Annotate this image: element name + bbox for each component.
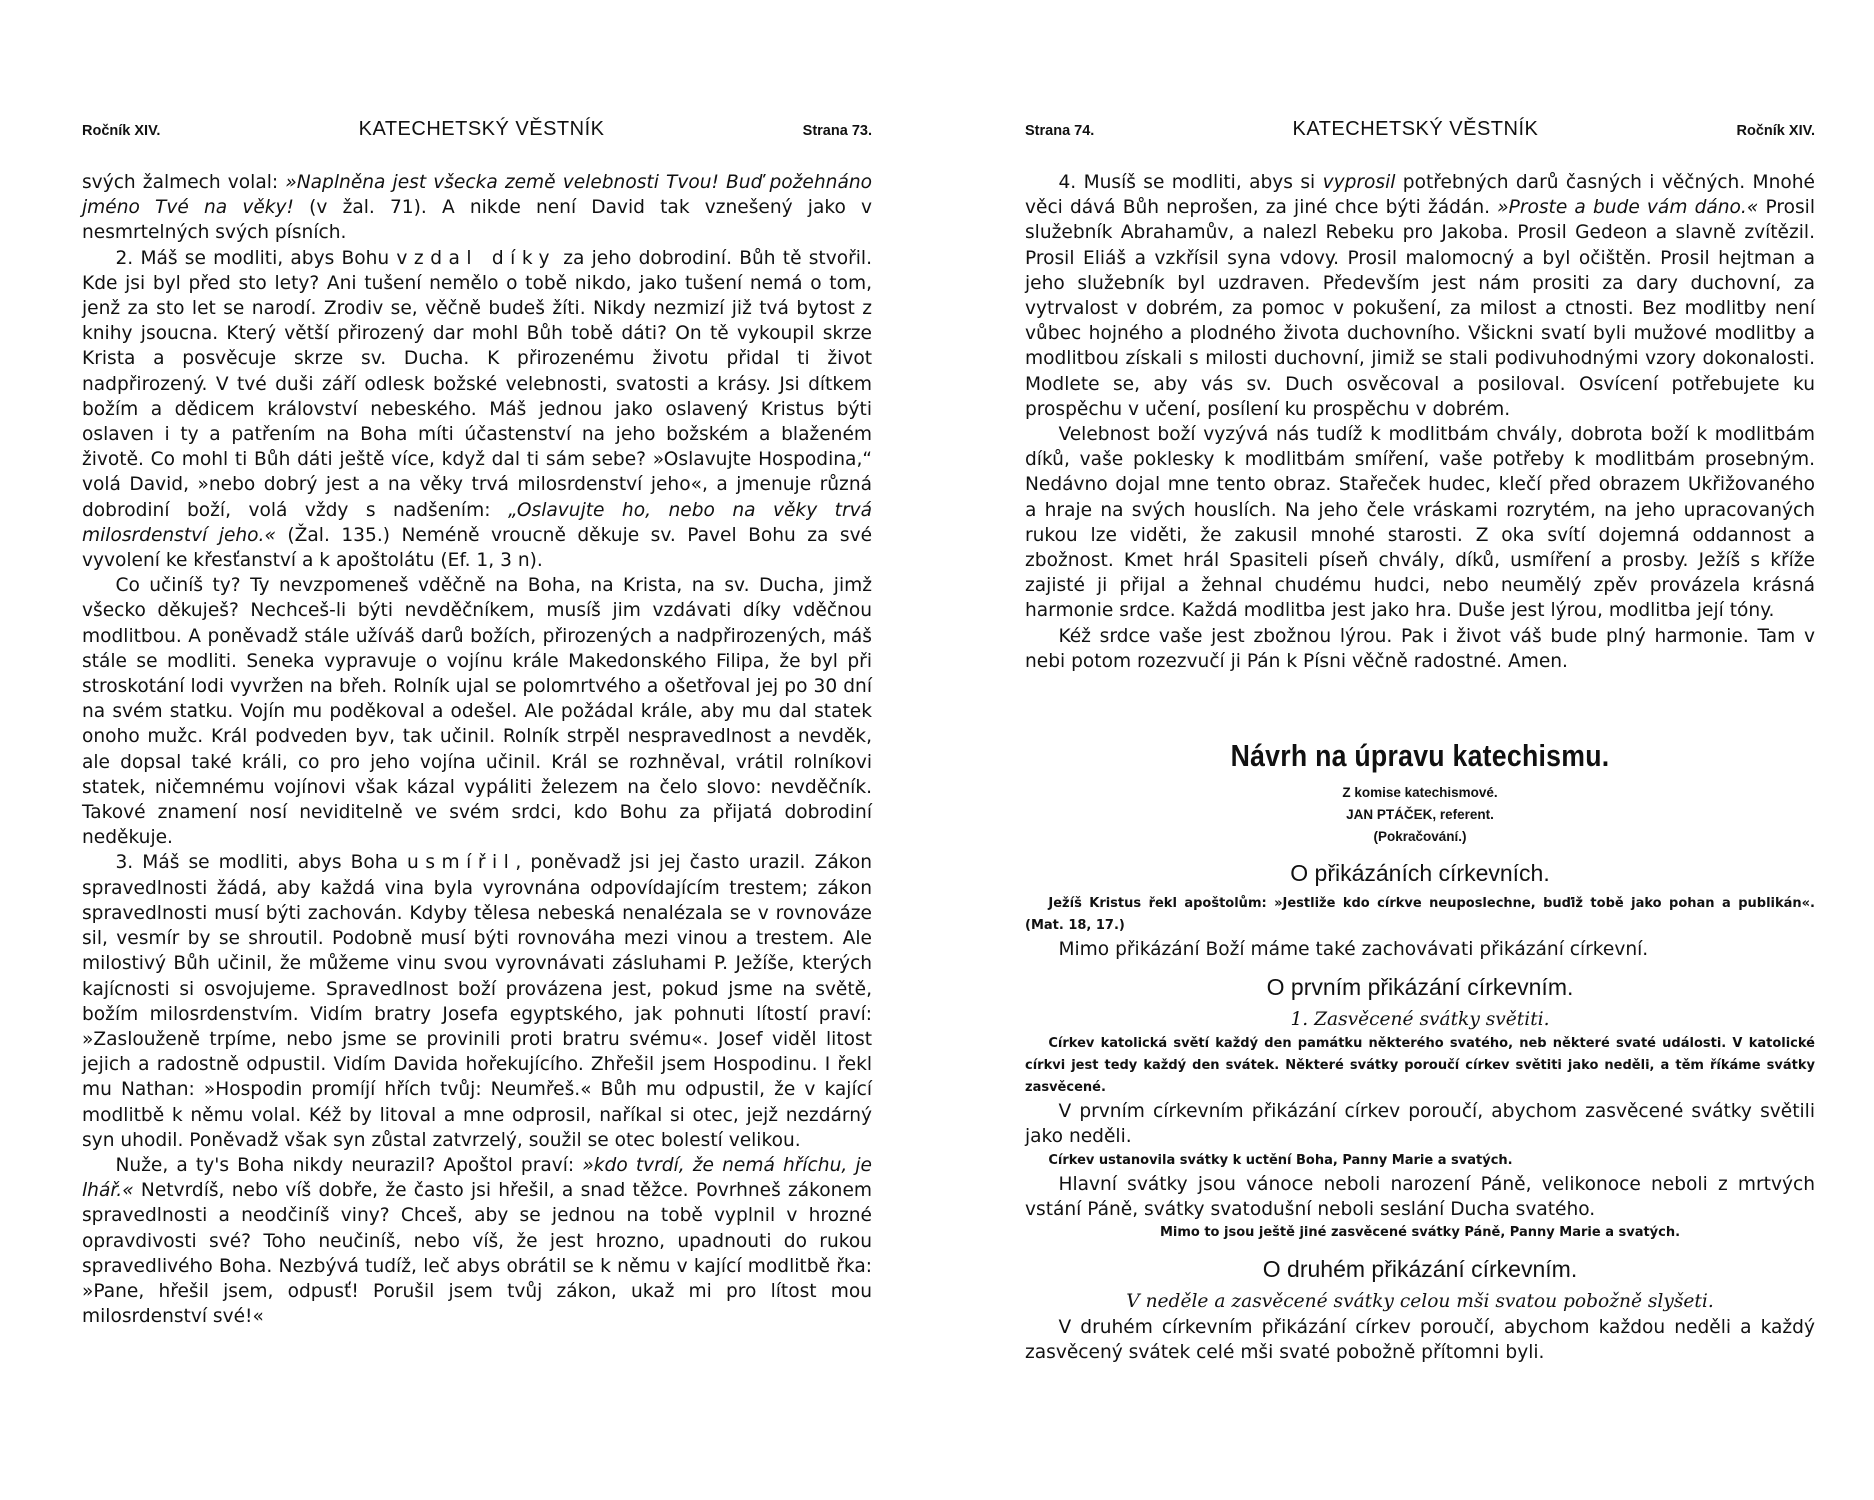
page-number: Strana 74. (1025, 123, 1095, 139)
paragraph: Velebnost boží vyzývá nás tudíž k modlitbám chvály, dobrota boží k modlitbám díků, vaše poklesky k modlitbám smíření, vaše potřeby k modlitbám prosebným. Nedávno dojal mne tento obraz. Stařeček hudec, klečí před obrazem Ukřižovaného a hraje na svých houslích. Na jeho čele vráskami rozrytém, na jeho upracovaných rukou lze viděti, že zakusil mnohé starosti. Z oka svítí dojemná oddannost a zbožnost. Kmet hrál Spasiteli píseň chvály, díků, usmíření a prosby. Ježíš s kříže zajisté ji přijal a žehnal chudému hudci, nebo neumělý zpěv provázela krásná harmonie srdce. Každá modlitba jest jako hra. Duše jest lýrou, modlitba její tóny. (1025, 424, 1815, 622)
small-print (1025, 1033, 1815, 1099)
paragraph: Hlavní svátky jsou vánoce neboli narození Páně, velikonoce neboli z mrtvých vstání Páně, svátky svatodušní neboli seslání Ducha svatého. (1025, 1173, 1815, 1220)
continued-note: (Pokračování.) (1373, 829, 1467, 845)
italic-emphasis: vyprosil (1322, 172, 1396, 193)
small-print (1025, 1150, 1815, 1172)
italic-quote: »Proste a bude vám dáno.« (1497, 197, 1759, 219)
paragraph: V prvním církevním přikázání církev poroučí, abychom zasvěcené svátky světili jako neděli. (1025, 1101, 1815, 1148)
section-heading: O prvním přikázání církevním. (1266, 974, 1574, 1001)
text-run: 2. Máš se modliti, abys Bohu (115, 247, 397, 269)
text-run: (Žal. 135.) Neméně vroucně děkuje sv. Pavel Bohu za své vyvolení ke křesťanství a k apoštolátu (Ef. 1, 3 n). (82, 524, 873, 572)
article-subtitle: Z komise katechismové. (1342, 785, 1498, 801)
text-run: Prosil služebník Abrahamův, a nalezl Rebeku pro Jakoba. Prosil Gedeon a slavně zvítězil. Prosil Eliáš a vzkřísil syna vdovy. Prosil malomocný a byl očištěn. Prosil hejtman a jeho služebník byl uzdraven. Především jest nám prositi za dary duchovní, za vytrvalost v dobrém, za pomoc v pokušení, za milost a ctnosti. Bez modlitby není vůbec hojného a plodného života duchovního. Všickni svatí byli mužové modlitby a modlitbou získali s milosti duchovní, jimiž se stali podivuhodnými vzory dokonalosti. Modlete se, aby vás sv. Duch osvěcoval a posiloval. Osvícení potřebujete ku prospěchu v učení, posílení ku prospěchu v dobrém. (1025, 197, 1815, 420)
text-run: , poněvadž jsi jej často urazil. Zákon spravedlnosti žádá, aby každá vina byla vyrovnána odpovídajícím trestem; zákon spravedlnosti musí býti zachován. Kdyby tělesa nebeská nenalézala se v rovnováze sil, vesmír by se shroutil. Podobně musí býti rovnováha mezi vinou a trestem. Ale milostivý Bůh učinil, že můžeme vinu svou vyrovnávati zásluhami P. Ježíše, kterých kajícnosti si osvojujeme. Spravedlnost boží provázena jest, pokud jsme na světě, božím milosrdenstvím. Vidím bratry Josefa egyptského, jak pohnuti lítostí praví: »Zaslouženě trpíme, nebo jsme se provinili proti bratru svému«. Josef viděl litost jejich a radostně odpustil. Vidím Davida hořekujícího. Zhřešil jsem Hospodinu. I řekl mu Nathan: »Hospodin promíjí hřích tvůj: Neumřeš.« Bůh mu odpustil, že v kající modlitbě k němu volal. Kéž by litoval a mne odprosil, naříkal si otec, jejž nezdárný syn uhodil. Poněvadž však syn zůstal zatvrzelý, soužil se otec bolestí velikou. (82, 852, 872, 1151)
section-heading: O druhém přikázání církevním. (1262, 1256, 1578, 1283)
volume-label: Ročník XIV. (1736, 123, 1815, 139)
text-run: za jeho dobrodiní. Bůh tě stvořil. Kde jsi byl před sto lety? Ani tušení nemělo o tobě nikdo, jako tušení nemá o tom, jenž za sto let se narodí. Zrodiv se, věčně budeš žíti. Nikdy nezmizí již tvá bytost z knihy jsoucna. Který větší přirozený dar mohl Bůh tobě dáti? On tě vykoupil skrze Krista a posvěcuje skrze sv. Ducha. K přirozenému životu přidal ti život nadpřirozený. V tvé duši září odlesk božské velebnosti, svatosti a krásy. Jsi dítkem božím a dědicem království nebeského. Máš jednou jako oslavený Kristus býti oslaven i ty a patřením na Boha míti účastenství na jeho božském a blaženém životě. Co mohl ti Bůh dáti ještě více, když dal ti sám sebe? »Oslavujte Hospodina,“ volá David, »nebo dobrý jest a na věky trvá milosrdenství jeho«, a jmenuje různá dobrodiní boží, volá vždy s nadšením: (82, 247, 872, 521)
body-block (1025, 937, 1815, 962)
article-author: JAN PTÁČEK, referent. (1346, 807, 1494, 823)
text-run: Netvrdíš, nebo víš dobře, že často jsi hřešil, a snad těžce. Povrhneš zákonem spravedlnosti a neodčiníš viny? Chceš, aby se jednou na tobě vyplnil v hrozné opravdivosti své? Toho neučiníš, nebo víš, že jest hrozno, upadnouti do rukou spravedlivého Boha. Nezbývá tudíž, leč abys obrátil se k němu v kající modlitbě řka: »Pane, hřešil jsem, odpusť! Porušil jsem tvůj zákon, ukaž mi pro lítost mou milosrdenství své!« (82, 1180, 872, 1328)
small-paragraph: Církev ustanovila svátky k uctění Boha, Panny Marie a svatých. (1048, 1152, 1513, 1168)
left-body (82, 170, 872, 1329)
body-block (1025, 1172, 1815, 1222)
small-print (1025, 893, 1815, 937)
section-heading: O přikázáních církevních. (1290, 860, 1550, 887)
text-run: (v žal. 71). A nikde není David tak vznešený jako v nesmrtelných svých písních. (82, 197, 873, 244)
small-print-centered: Mimo to jsou ještě jiné zasvěcené svátky Páně, Panny Marie a svatých. (1159, 1225, 1681, 1241)
italic-quote: »kdo tvrdí, že nemá hříchu, je lhář.« (82, 1154, 872, 1202)
text-run: 3. Máš se modliti, abys Boha (115, 852, 408, 874)
small-paragraph: Církev katolická světí každý den památku některého svatého, neb některé svaté události. V katolické církvi jest tedy každý den svátek. Některé svátky poroučí církev světiti jako neděli, a těm říkáme svátky zasvěcené. (1025, 1036, 1815, 1096)
paragraph (82, 170, 872, 246)
left-page (82, 118, 872, 1329)
paragraph (1025, 170, 1815, 422)
text-run: svých žalmech volal: (82, 172, 286, 193)
body-block (1025, 1099, 1815, 1149)
italic-quote: „Oslavujte ho, nebo na věky trvá milosrdenství jeho.« (82, 499, 872, 546)
emphasis-spaced: usmířil (407, 852, 516, 874)
left-running-head (82, 118, 872, 148)
paragraph: Co učiníš ty? Ty nevzpomeneš vděčně na Boha, na Krista, na sv. Ducha, jimž všecko děkuješ? Nechceš-li býti nevděčníkem, musíš jim vzdávati díky vděčnou modlitbou. A poněvadž stále užíváš darů božích, přirozených a nadpřirozených, máš stále se modliti. Seneka vypravuje o vojínu krále Makedonského Filipa, že byl při stroskotání lodi vyvržen na břeh. Rolník ujal se polomrtvého a ošetřoval jej po 30 dní na svém statku. Vojín mu poděkoval a odešel. Ale požádal krále, aby mu dal statek onoho mužc. Král podveden byv, tak učinil. Rolník strpěl nespravedlnost a nevděk, ale dopsal také králi, co pro jeho vojína učinil. Král se rozhněval, vrátil rolníkovi statek, ničemnému vojínovi však kázal vypáliti železem na čelo slovo: nevděčník. Takové znamení nosí neviditelně ve svém srdci, kdo Bohu za přijatá dobrodiní neděkuje. (82, 575, 872, 849)
page-number: Strana 73. (802, 123, 872, 139)
paragraph (82, 1153, 872, 1329)
volume-label: Ročník XIV. (82, 123, 161, 139)
journal-title: KATECHETSKÝ VĚSTNÍK (1292, 118, 1539, 140)
paragraph: Kéž srdce vaše jest zbožnou lýrou. Pak i život váš bude plný harmonie. Tam v nebi potom rozezvučí ji Pán k Písni věčně radostné. Amen. (1025, 625, 1815, 672)
italic-quote: »Naplněna jest všecka země velebnosti Tvou! Buď požehnáno jméno Tvé na věky! (82, 172, 872, 219)
right-page (1025, 118, 1815, 1365)
emphasis-spaced: vzdal díky (396, 247, 556, 269)
paragraph (82, 246, 872, 574)
paragraph: Mimo přikázání Boží máme také zachovávati přikázání církevní. (1058, 939, 1649, 961)
commandment-text: V neděle a zasvěcené svátky celou mši svatou pobožně slyšeti. (1126, 1291, 1714, 1313)
right-running-head (1025, 118, 1815, 148)
commandment-text: 1. Zasvěcené svátky světiti. (1290, 1009, 1550, 1031)
body-block (1025, 1315, 1815, 1365)
small-paragraph: Ježíš Kristus řekl apoštolům: »Jestliže kdo církve neuposlechne, buďiž tobě jako pohan a publikán«. (Mat. 18, 17.) (1025, 896, 1815, 934)
right-body (1025, 170, 1815, 674)
text-run: Nuže, a ty's Boha nikdy neurazil? Apoštol praví: (115, 1154, 583, 1176)
journal-title: KATECHETSKÝ VĚSTNÍK (358, 118, 605, 140)
text-run: 4. Musíš se modliti, abys si (1058, 172, 1323, 193)
text-run: potřebných darů časných i věčných. Mnohé věci dává Bůh neprošen, za jiné chce býti žádán. (1025, 172, 1815, 219)
paragraph (82, 850, 872, 1152)
paragraph: V druhém církevním přikázání církev poroučí, abychom každou neděli a každý zasvěcený svátek celé mši svaté pobožně přítomni byli. (1025, 1317, 1815, 1364)
article-title: Návrh na úpravu katechismu. (1230, 738, 1610, 774)
